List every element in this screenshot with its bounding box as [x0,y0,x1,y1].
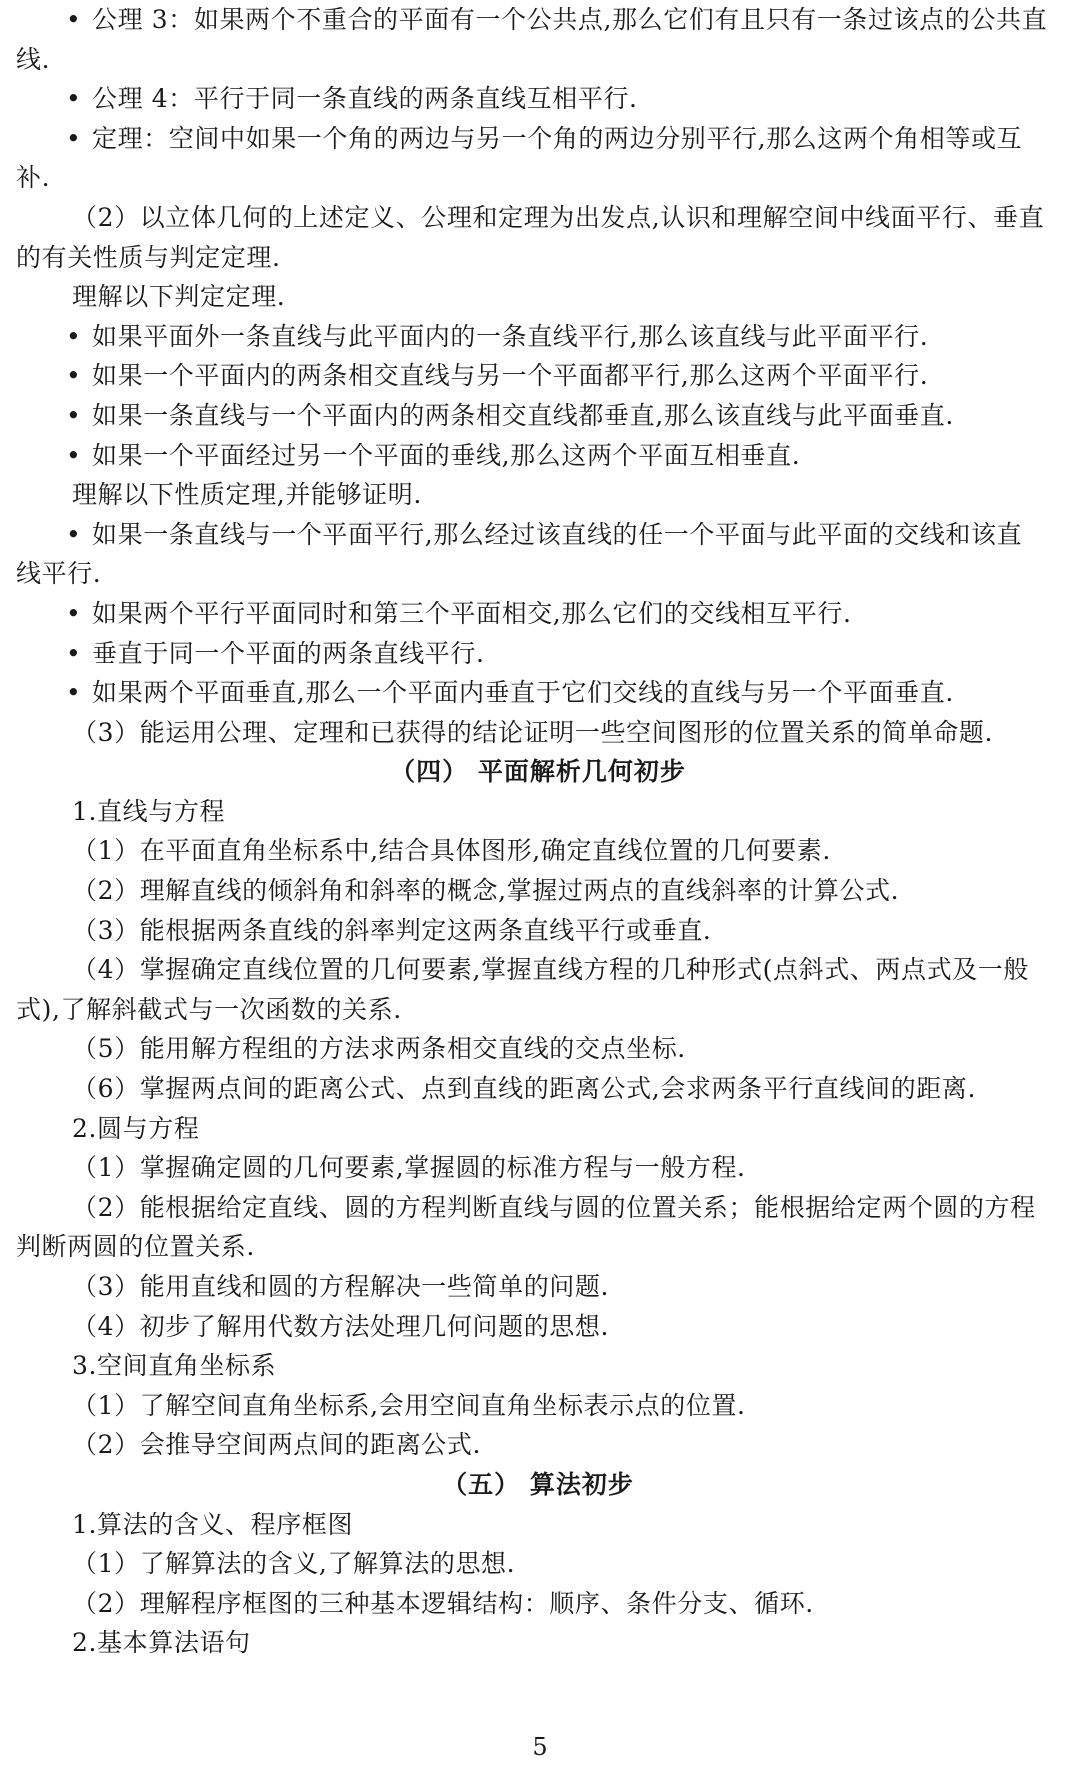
bullet-item [16,594,1060,634]
bullet-icon: • [66,321,82,351]
paragraph-line: 3.空间直角坐标系 [72,1351,277,1381]
paragraph-line: （3）能运用公理、定理和已获得的结论证明一些空间图形的位置关系的简单命题. [72,717,994,747]
paragraph-line: （1）了解算法的含义,了解算法的思想. [72,1549,516,1579]
bullet-text: 如果一个平面经过另一个平面的垂线,那么这两个平面互相垂直. [92,440,801,470]
continuation-line: 线. [16,44,51,74]
bullet-icon: • [66,84,82,114]
bullet-item [16,673,1060,713]
bullet-text: 如果两个平面垂直,那么一个平面内垂直于它们交线的直线与另一个平面垂直. [92,678,954,708]
page-number: 5 [532,1733,548,1761]
paragraph-line: （2）能根据给定直线、圆的方程判断直线与圆的位置关系；能根据给定两个圆的方程 [72,1192,1036,1222]
bullet-icon: • [66,400,82,430]
bullet-text: 如果一条直线与一个平面平行,那么经过该直线的任一个平面与此平面的交线和该直 [92,519,1023,549]
bullet-item [16,119,1060,159]
bullet-icon: • [66,440,82,470]
paragraph-line: （5）能用解方程组的方法求两条相交直线的交点坐标. [72,1034,686,1064]
paragraph-line: 2.圆与方程 [72,1113,200,1143]
continuation-line: 补. [16,163,51,193]
bullet-item [16,317,1060,357]
bullet-text: 公理 4：平行于同一条直线的两条直线互相平行. [92,84,638,114]
paragraph-line: （2）以立体几何的上述定义、公理和定理为出发点,认识和理解空间中线面平行、垂直 [72,202,1045,232]
paragraph-line: （1）在平面直角坐标系中,结合具体图形,确定直线位置的几何要素. [72,836,831,866]
continuation-line: 的有关性质与判定定理. [16,242,281,272]
paragraph-line: 1.算法的含义、程序框图 [72,1509,354,1539]
paragraph-line: （6）掌握两点间的距离公式、点到直线的距离公式,会求两条平行直线间的距离. [72,1074,977,1104]
bullet-icon: • [66,5,82,34]
paragraph-line: 2.基本算法语句 [72,1628,251,1658]
bullet-text: 如果一个平面内的两条相交直线与另一个平面都平行,那么这两个平面平行. [92,361,929,391]
bullet-item [16,79,1060,119]
paragraph-line: （3）能用直线和圆的方程解决一些简单的问题. [72,1272,610,1301]
section-heading: （五） 算法初步 [442,1469,634,1499]
continuation-line: 判断两圆的位置关系. [16,1232,255,1262]
bullet-icon: • [66,519,82,549]
continuation-line: 式),了解斜截式与一次函数的关系. [16,994,402,1024]
bullet-item [16,0,1060,40]
document-page [16,0,1060,1663]
bullet-item [16,356,1060,396]
paragraph-line: （4）初步了解用代数方法处理几何问题的思想. [72,1311,610,1341]
paragraph-line: 理解以下性质定理,并能够证明. [72,480,422,510]
bullet-item [16,634,1060,674]
bullet-icon: • [66,638,82,668]
bullet-icon: • [66,678,82,708]
bullet-text: 垂直于同一个平面的两条直线平行. [92,638,485,668]
bullet-item [16,396,1060,436]
bullet-item [16,515,1060,555]
bullet-icon: • [66,123,82,153]
paragraph-line: （1）掌握确定圆的几何要素,掌握圆的标准方程与一般方程. [72,1153,746,1183]
section-heading: （四） 平面解析几何初步 [390,757,686,787]
bullet-text: 如果平面外一条直线与此平面内的一条直线平行,那么该直线与此平面平行. [92,321,929,351]
bullet-text: 如果两个平行平面同时和第三个平面相交,那么它们的交线相互平行. [92,598,852,628]
bullet-icon: • [66,598,82,628]
bullet-text: 如果一条直线与一个平面内的两条相交直线都垂直,那么该直线与此平面垂直. [92,400,954,430]
paragraph-line: （2）理解程序框图的三种基本逻辑结构：顺序、条件分支、循环. [72,1588,814,1618]
paragraph-line: （4）掌握确定直线位置的几何要素,掌握直线方程的几种形式(点斜式、两点式及一般 [72,955,1030,985]
paragraph-line: （1）了解空间直角坐标系,会用空间直角坐标表示点的位置. [72,1390,746,1420]
bullet-text: 定理：空间中如果一个角的两边与另一个角的两边分别平行,那么这两个角相等或互 [92,123,1023,153]
bullet-icon: • [66,361,82,391]
paragraph-line: （2）理解直线的倾斜角和斜率的概念,掌握过两点的直线斜率的计算公式. [72,876,900,906]
paragraph-line: 1.直线与方程 [72,796,226,826]
bullet-text: 公理 3：如果两个不重合的平面有一个公共点,那么它们有且只有一条过该点的公共直 [92,5,1048,34]
paragraph-line: （2）会推导空间两点间的距离公式. [72,1430,482,1460]
bullet-item [16,436,1060,476]
paragraph-line: 理解以下判定定理. [72,282,286,312]
paragraph-line: （3）能根据两条直线的斜率判定这两条直线平行或垂直. [72,915,712,945]
continuation-line: 线平行. [16,559,102,589]
